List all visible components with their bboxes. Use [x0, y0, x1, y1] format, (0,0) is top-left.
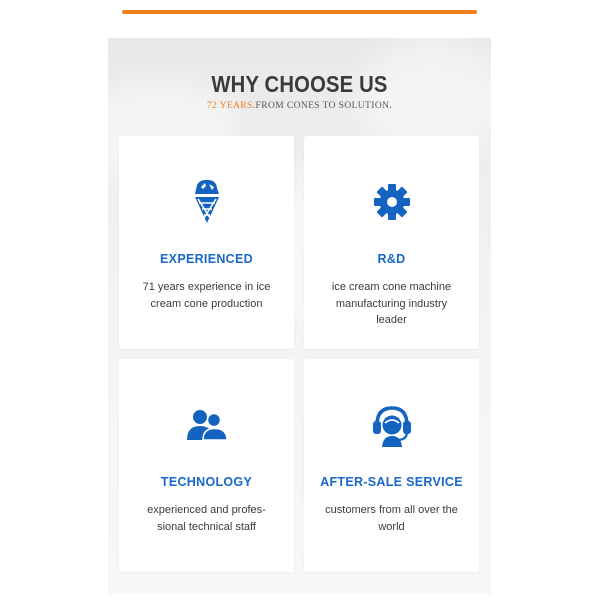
card-title: TECHNOLOGY [160, 475, 253, 489]
feature-card-after-sale[interactable] [304, 359, 479, 572]
users-icon [119, 401, 294, 449]
card-title: AFTER-SALE SERVICE [320, 475, 463, 489]
feature-card-technology[interactable] [119, 359, 294, 572]
card-description: customers from all over the world [325, 504, 458, 533]
why-choose-us-section [108, 38, 491, 594]
section-subtitle [108, 101, 491, 111]
ice-cream-cone-icon [119, 178, 294, 226]
feature-card-rd[interactable] [304, 136, 479, 349]
section-title: WHY CHOOSE US [211, 71, 388, 97]
headset-support-icon [304, 401, 479, 449]
card-title: R&D [377, 252, 406, 266]
subtitle-rest: .FROM CONES TO SOLUTION. [252, 101, 393, 111]
top-accent-bar [122, 10, 477, 14]
subtitle-accent: 72 YEARS [206, 101, 253, 111]
card-description: 71 years experience in ice cream cone production [142, 281, 271, 310]
feature-card-experienced[interactable] [119, 136, 294, 349]
gear-icon [304, 178, 479, 226]
card-description: ice cream cone machine manufacturing industry leader [331, 281, 452, 326]
card-title: EXPERIENCED [160, 252, 253, 266]
card-description: experienced and profes-sional technical staff [147, 504, 266, 533]
